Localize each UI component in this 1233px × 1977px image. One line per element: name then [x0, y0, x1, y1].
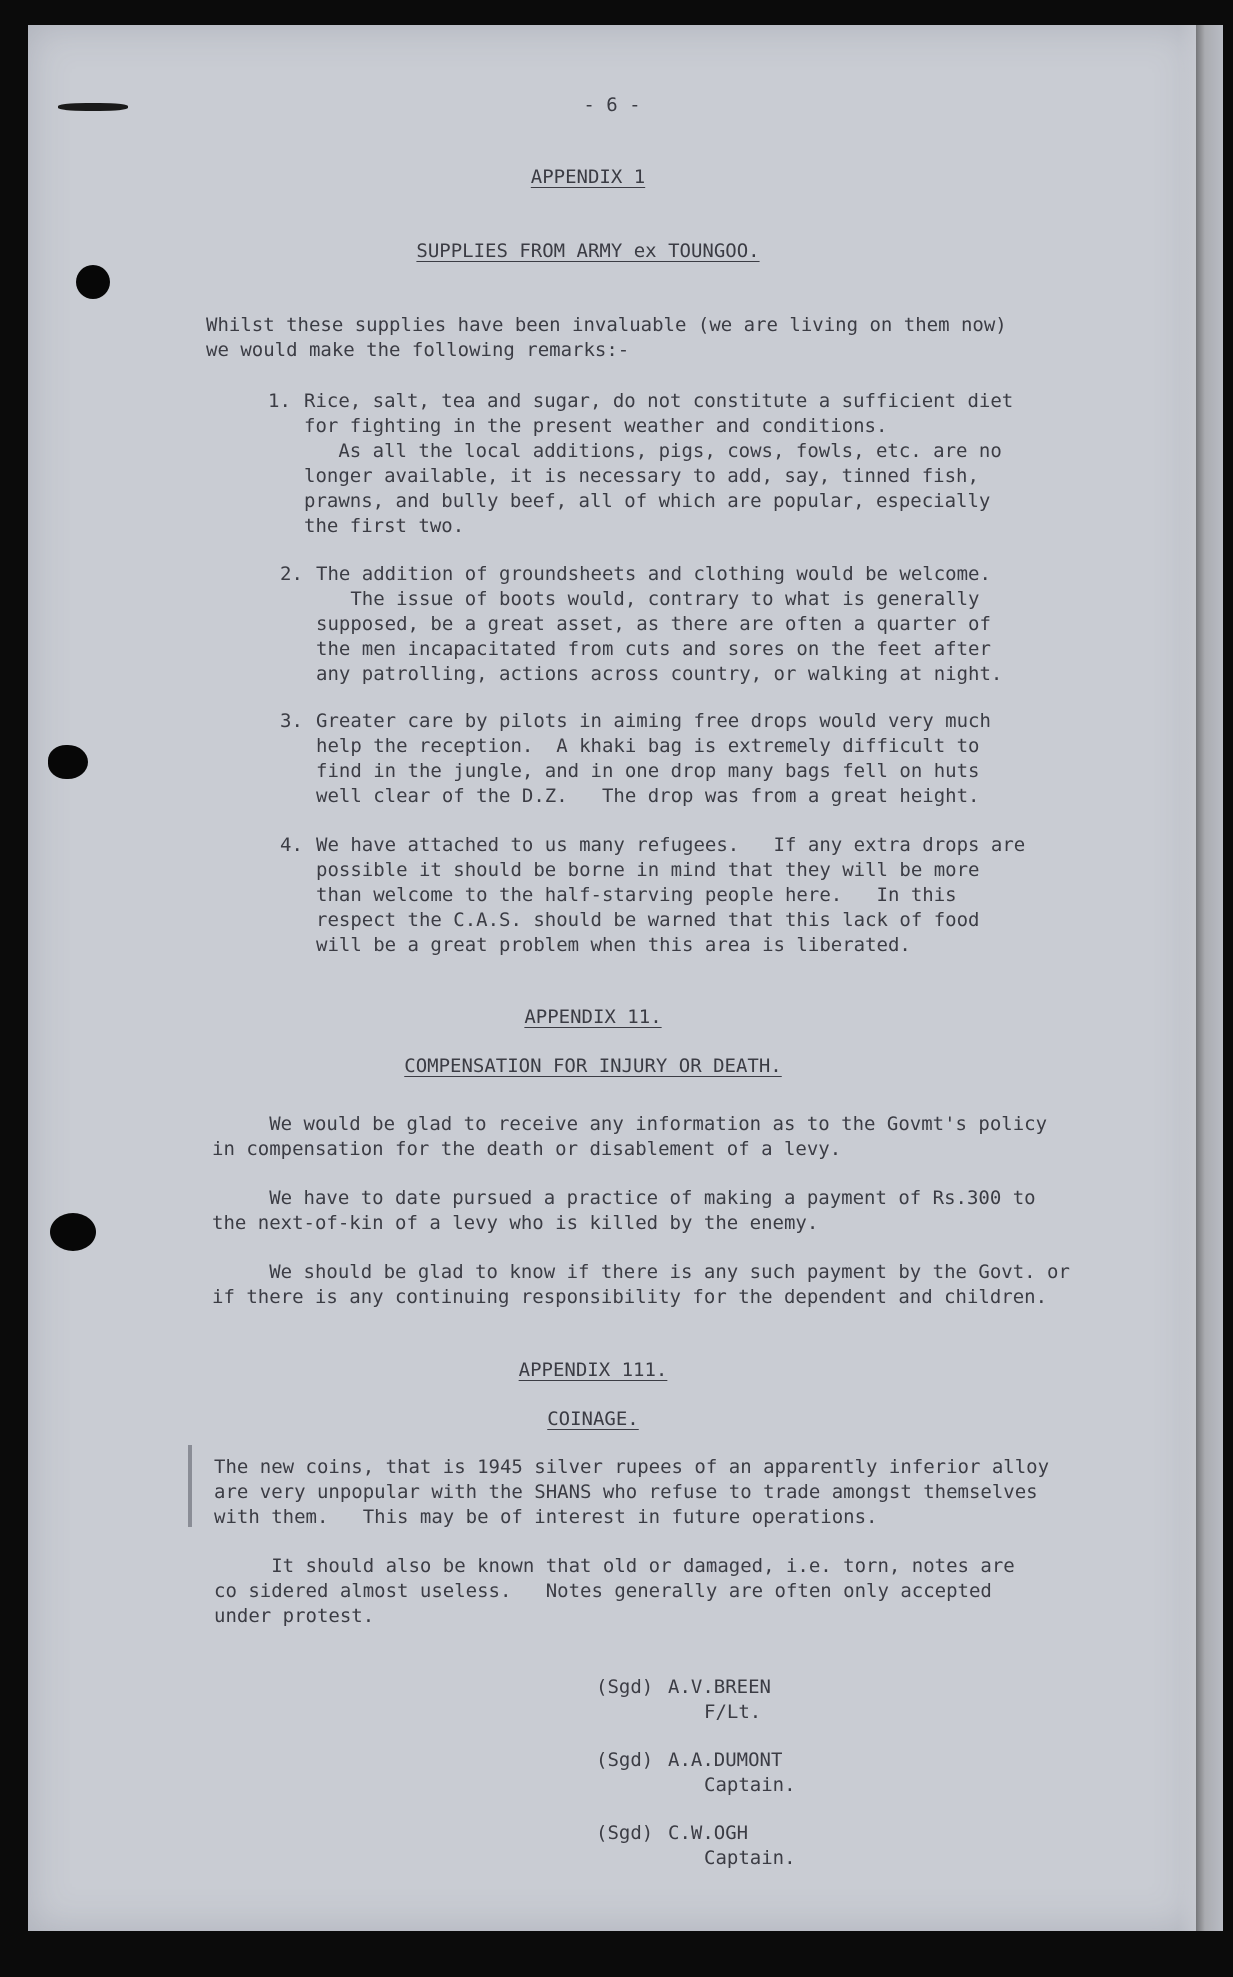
- item-4-number: 4.: [280, 834, 303, 856]
- coinage-paragraph-line: under protest.: [214, 1605, 375, 1627]
- item-1-line: prawns, and bully beef, all of which are popular, especially: [304, 490, 991, 512]
- compensation-paragraph-line: We should be glad to know if there is any such payment by the Govt. or: [212, 1261, 1070, 1283]
- item-2-number: 2.: [280, 563, 303, 585]
- margin-mark: [188, 1445, 192, 1527]
- item-1-line: Rice, salt, tea and sugar, do not constitute a sufficient diet: [304, 390, 1014, 412]
- item-3-number: 3.: [280, 710, 303, 732]
- intro-line: we would make the following remarks:-: [206, 339, 630, 361]
- item-2-line: the men incapacitated from cuts and sores on the feet after: [316, 638, 991, 660]
- compensation-paragraph-line: in compensation for the death or disablement of a levy.: [212, 1138, 842, 1160]
- item-2-line: The addition of groundsheets and clothing would be welcome.: [316, 563, 991, 585]
- item-1-line: the first two.: [304, 515, 465, 537]
- signature-name: C.W.OGH: [668, 1822, 749, 1844]
- compensation-paragraph-line: the next-of-kin of a levy who is killed by the enemy.: [212, 1212, 819, 1234]
- appendix-3-subtitle: COINAGE.: [547, 1408, 639, 1430]
- item-1-line: As all the local additions, pigs, cows, fowls, etc. are no: [304, 440, 1002, 462]
- punch-hole-bottom: [50, 1213, 96, 1251]
- punch-hole-top: [76, 265, 110, 299]
- item-2-line: The issue of boots would, contrary to what is generally: [316, 588, 980, 610]
- item-4-line: will be a great problem when this area is liberated.: [316, 934, 911, 956]
- signature-rank: Captain.: [704, 1774, 796, 1796]
- item-3-line: help the reception. A khaki bag is extremely difficult to: [316, 735, 980, 757]
- signature-rank: F/Lt.: [704, 1701, 762, 1723]
- compensation-paragraph-line: if there is any continuing responsibility for the dependent and children.: [212, 1286, 1048, 1308]
- item-4-line: respect the C.A.S. should be warned that this lack of food: [316, 909, 980, 931]
- item-4-line: We have attached to us many refugees. If any extra drops are: [316, 834, 1026, 856]
- coinage-paragraph-line: It should also be known that old or damaged, i.e. torn, notes are: [214, 1555, 1015, 1577]
- page-number: - 6 -: [583, 94, 641, 116]
- appendix-2-subtitle: COMPENSATION FOR INJURY OR DEATH.: [404, 1055, 782, 1077]
- item-3-line: find in the jungle, and in one drop many bags fell on huts: [316, 760, 980, 782]
- item-4-line: than welcome to the half-starving people here. In this: [316, 884, 957, 906]
- signature-name: A.V.BREEN: [668, 1676, 771, 1698]
- signature-sgd: (Sgd): [596, 1822, 654, 1844]
- appendix-2-title: APPENDIX 11.: [524, 1006, 662, 1028]
- coinage-paragraph-line: with them. This may be of interest in future operations.: [214, 1506, 878, 1528]
- page-edge: [1178, 25, 1223, 1931]
- coinage-paragraph-line: are very unpopular with the SHANS who refuse to trade amongst themselves: [214, 1481, 1038, 1503]
- appendix-3-title: APPENDIX 111.: [518, 1359, 668, 1381]
- compensation-paragraph-line: We would be glad to receive any information as to the Govmt's policy: [212, 1113, 1048, 1135]
- item-1-line: longer available, it is necessary to add, say, tinned fish,: [304, 465, 979, 487]
- item-1-line: for fighting in the present weather and conditions.: [304, 415, 888, 437]
- item-4-line: possible it should be borne in mind that they will be more: [316, 859, 980, 881]
- item-2-line: any patrolling, actions across country, or walking at night.: [316, 663, 1003, 685]
- item-1-number: 1.: [268, 390, 291, 412]
- compensation-paragraph-line: We have to date pursued a practice of making a payment of Rs.300 to: [212, 1187, 1036, 1209]
- item-2-line: supposed, be a great asset, as there are often a quarter of: [316, 613, 991, 635]
- appendix-1-subtitle: SUPPLIES FROM ARMY ex TOUNGOO.: [416, 240, 760, 262]
- document-page: [28, 25, 1196, 1931]
- item-3-line: well clear of the D.Z. The drop was from a great height.: [316, 785, 980, 807]
- coinage-paragraph-line: co sidered almost useless. Notes generally are often only accepted: [214, 1580, 992, 1602]
- item-3-line: Greater care by pilots in aiming free drops would very much: [316, 710, 991, 732]
- signature-sgd: (Sgd): [596, 1676, 654, 1698]
- signature-sgd: (Sgd): [596, 1749, 654, 1771]
- intro-line: Whilst these supplies have been invaluable (we are living on them now): [206, 314, 1007, 336]
- signature-rank: Captain.: [704, 1847, 796, 1869]
- coinage-paragraph-line: The new coins, that is 1945 silver rupees of an apparently inferior alloy: [214, 1456, 1050, 1478]
- appendix-1-title: APPENDIX 1: [530, 166, 646, 188]
- punch-hole-middle: [48, 745, 88, 779]
- signature-name: A.A.DUMONT: [668, 1749, 783, 1771]
